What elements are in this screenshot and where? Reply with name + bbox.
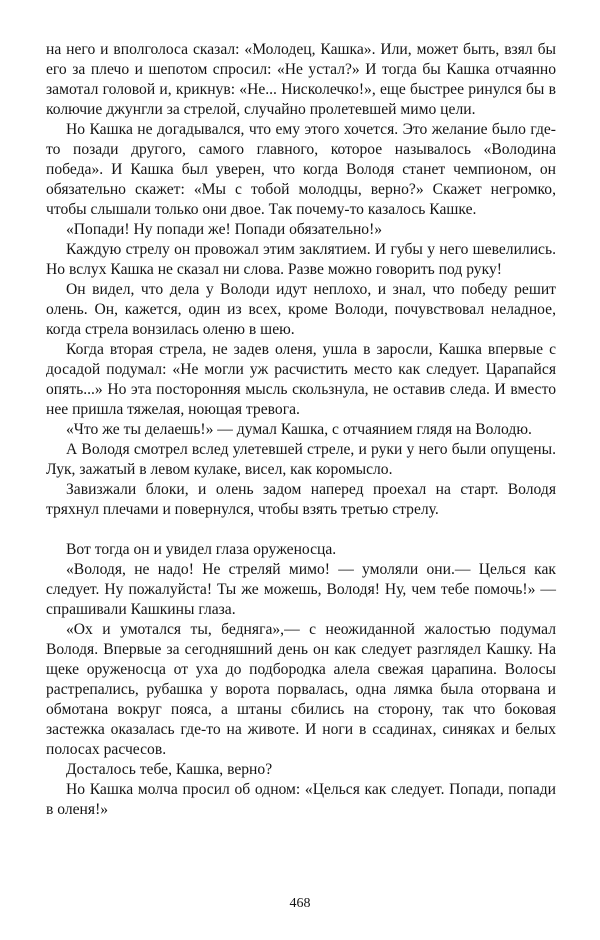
page-text xyxy=(46,40,556,820)
paragraph: Вот тогда он и увидел глаза оруженосца. xyxy=(66,541,337,558)
paragraph: Когда вторая стрела, не задев оленя, ушла в заросли, Кашка впервые с досадой подумал: «Не могли уж расчистить место как следует. Царапайся опять...» Но эта посторонняя мысль скользнула, не оставив следа. И вместо нее пришла тяжелая, ноющая тревога. xyxy=(46,341,556,418)
paragraph: «Ох и умотался ты, бедняга»,— с неожиданной жалостью подумал Володя. Впервые за сегодняшний день он как следует разглядел Кашку. На щеке оруженосца от уха до подбородка алела свежая царапина. Волосы растрепались, рубашка у ворота порвалась, одна лямка была оторвана и обмотана вокруг пояса, а штаны сбились на сторону, так что боковая застежка оказалась где-то на животе. И ноги в ссадинах, синяках и белых полосах расчесов. xyxy=(46,621,556,758)
paragraph: Каждую стрелу он провожал этим заклятием. И губы у него шевелились. Но вслух Кашка не сказал ни слова. Разве можно говорить под руку! xyxy=(46,241,556,278)
paragraph: Он видел, что дела у Володи идут неплохо, и знал, что победу решит олень. Он, кажется, один из всех, кроме Володи, почувствовал неладное, когда стрела вонзилась оленю в шею. xyxy=(46,281,556,338)
section-break xyxy=(46,520,556,540)
paragraph: Досталось тебе, Кашка, верно? xyxy=(66,761,273,778)
paragraph: на него и вполголоса сказал: «Молодец, Кашка». Или, может быть, взял бы его за плечо и шепотом спросил: «Не устал?» И тогда бы Кашка отчаянно замотал головой и, крикнув: «Не... Нисколечко!», еще быстрее ринулся бы в колючие джунгли за стрелой, случайно пролетевшей мимо цели. xyxy=(46,41,556,118)
paragraph: «Володя, не надо! Не стреляй мимо! — умоляли они.— Целься как следует. Ну пожалуйста! Ты же можешь, Володя! Ну, чем тебе помочь!» — спрашивали Кашкины глаза. xyxy=(46,561,556,618)
paragraph: А Володя смотрел вслед улетевшей стреле, и руки у него были опущены. Лук, зажатый в левом кулаке, висел, как коромысло. xyxy=(46,441,556,478)
paragraph: Но Кашка не догадывался, что ему этого хочется. Это желание было где-то позади другого, самого главного, которое называлось «Володина победа». И Кашка был уверен, что когда Володя станет чемпионом, он обязательно скажет: «Мы с тобой молодцы, верно?» Скажет негромко, чтобы слышали только они двое. Так почему-то казалось Кашке. xyxy=(46,121,556,218)
paragraph: «Попади! Ну попади же! Попади обязательно!» xyxy=(66,221,383,238)
page-number: 468 xyxy=(289,896,311,911)
paragraph: «Что же ты делаешь!» — думал Кашка, с отчаянием глядя на Володю. xyxy=(66,421,532,438)
paragraph: Но Кашка молча просил об одном: «Целься как следует. Попади, попади в оленя!» xyxy=(46,781,556,818)
paragraph: Завизжали блоки, и олень задом наперед проехал на старт. Володя тряхнул плечами и повернулся, чтобы взять третью стрелу. xyxy=(46,481,556,518)
